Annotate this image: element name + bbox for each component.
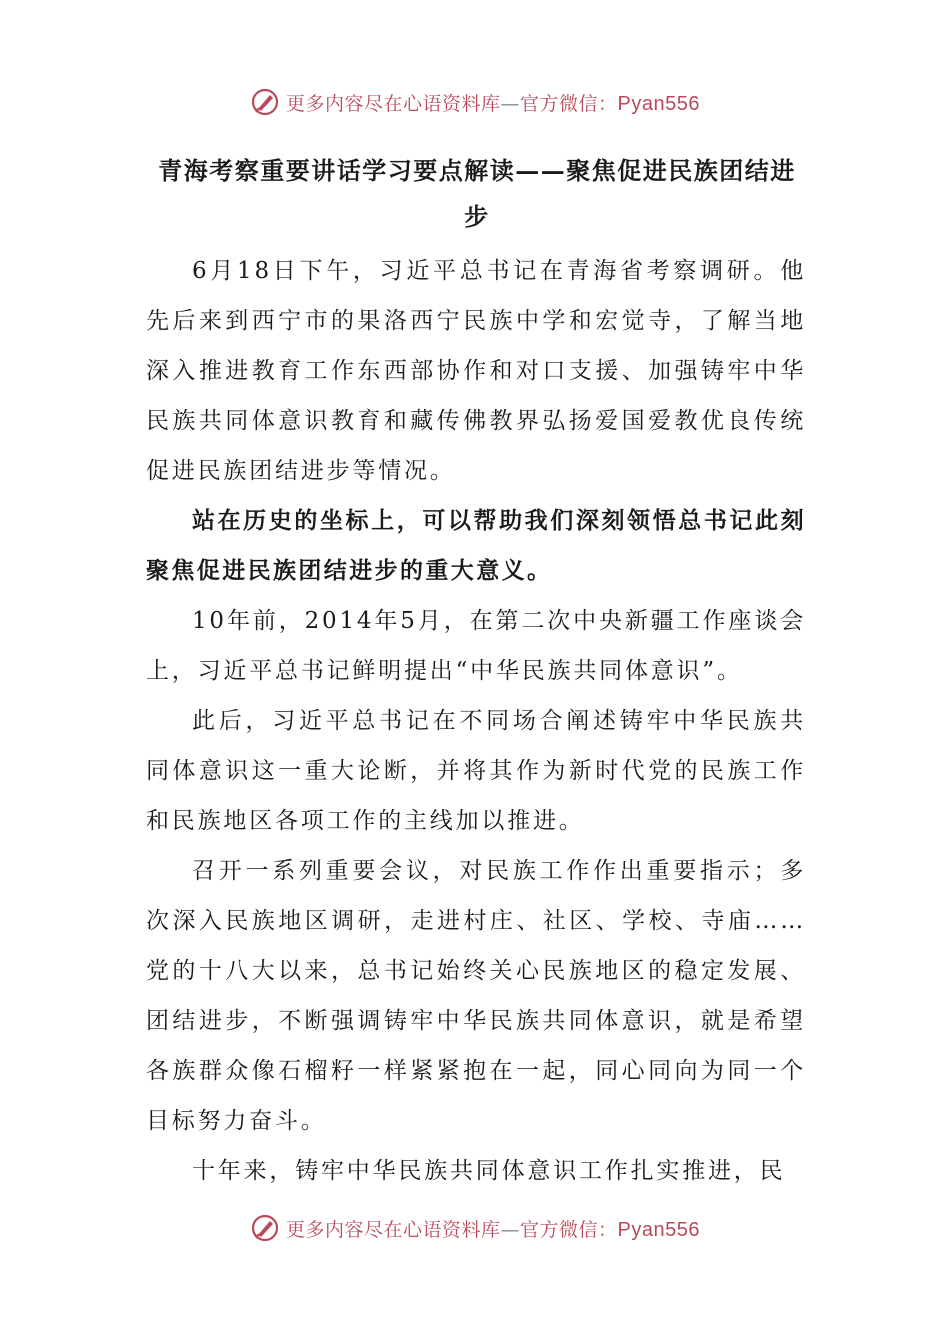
watermark-dash: — (500, 92, 521, 115)
header-watermark (0, 82, 950, 122)
paragraph-4: 此后，习近平总书记在不同场合阐述铸牢中华民族共同体意识这一重大论断，并将其作为新时代党的民族工作和民族地区各项工作的主线加以推进。 (146, 708, 806, 834)
paragraph-6: 十年来，铸牢中华民族共同体意识工作扎实推进，民 (192, 1158, 786, 1184)
pen-seal-icon (250, 87, 280, 117)
footer-watermark (0, 1208, 950, 1248)
watermark-official-label: 官方微信： (520, 92, 618, 115)
paragraph-1: 6月18日下午，习近平总书记在青海省考察调研。他先后来到西宁市的果洛西宁民族中学和宏觉寺，了解当地深入推进教育工作东西部协作和对口支援、加强铸牢中华民族共同体意识教育和藏传佛教界弘扬爱国爱教优良传统促进民族团结进步等情况。 (146, 258, 806, 484)
watermark-text (286, 1215, 700, 1242)
paragraph-3: 10年前，2014年5月，在第二次中央新疆工作座谈会上，习近平总书记鲜明提出“中华民族共同体意识”。 (146, 608, 806, 684)
pen-seal-icon (250, 1213, 280, 1243)
watermark-text (286, 89, 700, 116)
watermark-main-text: 更多内容尽在心语资料库 (286, 92, 501, 115)
paragraph-5: 召开一系列重要会议，对民族工作作出重要指示；多次深入民族地区调研，走进村庄、社区、学校、寺庙……党的十八大以来，总书记始终关心民族地区的稳定发展、团结进步，不断强调铸牢中华民族共同体意识，就是希望各族群众像石榴籽一样紧紧抱在一起，同心同向为同一个目标努力奋斗。 (146, 858, 806, 1134)
watermark-official-label: 官方微信： (520, 1218, 618, 1241)
watermark-wechat-id: Pyan556 (617, 1218, 700, 1241)
watermark-main-text: 更多内容尽在心语资料库 (286, 1218, 501, 1241)
paragraph-2-bold: 站在历史的坐标上，可以帮助我们深刻领悟总书记此刻聚焦促进民族团结进步的重大意义。 (146, 507, 806, 584)
document-body (146, 246, 806, 1196)
watermark-wechat-id: Pyan556 (617, 92, 700, 115)
document-title: 青海考察重要讲话学习要点解读——聚焦促进民族团结进步 (158, 156, 796, 231)
watermark-dash: — (500, 1218, 521, 1241)
